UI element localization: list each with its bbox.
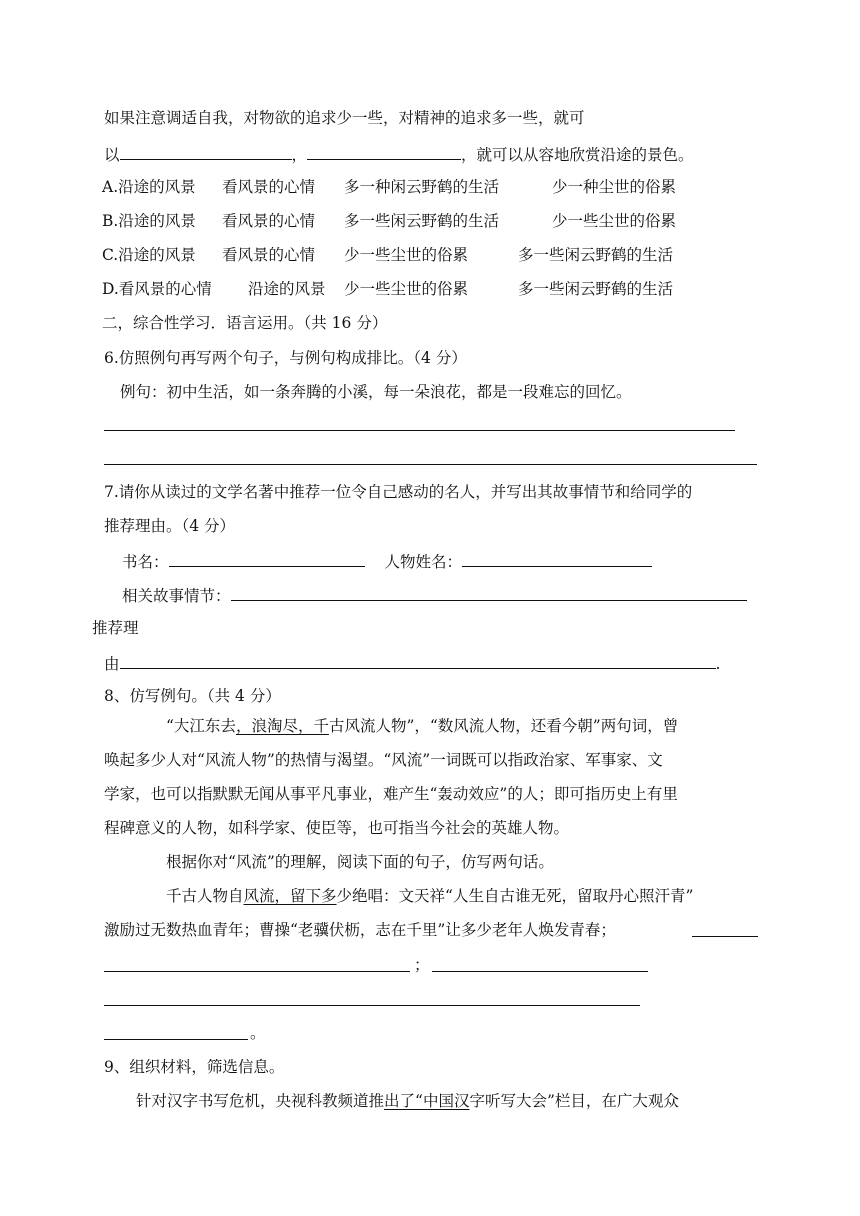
q5-line2-comma: ， [291, 146, 308, 164]
q8-p2: 根据你对“风流”的理解，阅读下面的句子，仿写两句话。 [166, 853, 554, 871]
reason-label-2: 由 [104, 655, 120, 673]
q8-answer-line-d[interactable] [104, 1005, 640, 1006]
book-label: 书名： [122, 553, 169, 571]
q8-end-period: 。 [250, 1024, 266, 1042]
option-c[interactable] [102, 245, 673, 265]
section-2-heading: 二，综合性学习．语言运用。（共 16 分） [102, 314, 388, 332]
plot-blank[interactable] [231, 584, 747, 601]
option-d-part4: 多一些闲云野鹤的生活 [518, 280, 674, 298]
q9-underlined: 出了“中国汉 [384, 1092, 470, 1110]
option-d-part1: D.看风景的心情 [102, 280, 212, 298]
q8-semicolon: ； [414, 956, 430, 974]
reason-end: . [715, 655, 721, 673]
book-name-blank[interactable] [169, 550, 365, 567]
q8-answer-line-a[interactable] [692, 936, 758, 937]
q7-prompt-line2: 推荐理由。（4 分） [104, 517, 236, 535]
option-b[interactable] [102, 211, 676, 231]
q7-reason-label-1: 推荐理 [92, 619, 139, 637]
q8-p3-underlined: 风流，留下多 [243, 887, 337, 905]
option-a-part2: 看风景的心情 [222, 178, 316, 196]
option-d[interactable] [102, 279, 673, 299]
option-a-part1: A.沿途的风景 [102, 178, 196, 196]
q8-p3-text-a: 千古人物自 [166, 887, 244, 905]
q5-line2-suffix: ，就可以从容地欣赏沿途的景色。 [461, 146, 694, 164]
person-label: 人物姓名： [384, 553, 463, 571]
q5-line2 [104, 143, 694, 165]
q8-p1-text-b: 古风流人物”，“数风流人物，还看今朝”两句词，曾 [328, 717, 679, 735]
plot-label: 相关故事情节： [122, 587, 231, 605]
option-a-part3: 多一种闲云野鹤的生活 [344, 178, 500, 196]
option-c-part3: 少一些尘世的俗累 [344, 246, 469, 264]
option-c-part1: C.沿途的风景 [102, 246, 196, 264]
option-a[interactable] [102, 177, 676, 197]
q5-line1: 如果注意调适自我，对物欲的追求少一些，对精神的追求多一些，就可 [104, 109, 585, 127]
q7-prompt-line1: 7.请你从读过的文学名著中推荐一位令自己感动的名人，并写出其故事情节和给同学的 [104, 483, 693, 501]
q7-plot-row [122, 584, 747, 606]
q8-answer-line-b[interactable] [104, 971, 410, 972]
q8-p3-line2: 激励过无数热血青年；曹操“老骥伏枥，志在千里”让多少老年人焕发青春； [104, 921, 616, 939]
option-b-part1: B.沿途的风景 [102, 212, 196, 230]
q8-p1-line3: 学家，也可以指默默无闻从事平凡事业，难产生“轰动效应”的人；即可指历史上有里 [104, 785, 678, 803]
q9-prompt: 9、组织材料，筛选信息。 [104, 1058, 285, 1076]
q5-line2-prefix: 以 [104, 146, 120, 164]
q9-p1 [136, 1091, 679, 1111]
person-name-blank[interactable] [462, 550, 652, 567]
option-c-part4: 多一些闲云野鹤的生活 [518, 246, 674, 264]
q9-text-b: 字听写大会”栏目，在广大观众 [469, 1092, 679, 1110]
q7-reason-row [104, 652, 720, 674]
q8-answer-line-e[interactable] [104, 1039, 248, 1040]
q6-answer-line-1[interactable] [104, 430, 735, 431]
q8-answer-line-c[interactable] [432, 971, 648, 972]
q8-p1-underlined: ，浪淘尽，千 [235, 717, 329, 735]
q8-p1-line1 [166, 716, 678, 736]
q8-p1-line2: 唤起多少人对“风流人物”的热情与渴望。“风流”一词既可以指政治家、军事家、文 [104, 751, 663, 769]
option-b-part3: 多一些闲云野鹤的生活 [344, 212, 500, 230]
option-b-part2: 看风景的心情 [222, 212, 316, 230]
q8-p3-line1 [166, 886, 693, 906]
q8-p3-text-b: 少绝唱：文天祥“人生自古谁无死，留取丹心照汗青” [336, 887, 694, 905]
q8-prompt: 8、仿写例句。（共 4 分） [104, 687, 281, 705]
option-d-part3: 少一些尘世的俗累 [344, 280, 469, 298]
option-c-part2: 看风景的心情 [222, 246, 316, 264]
q5-blank-1[interactable] [120, 143, 292, 160]
reason-blank[interactable] [120, 652, 716, 669]
option-b-part4: 少一些尘世的俗累 [552, 212, 677, 230]
q6-prompt: 6.仿照例句再写两个句子，与例句构成排比。（4 分） [104, 349, 467, 367]
q9-text-a: 针对汉字书写危机，央视科教频道推 [136, 1092, 385, 1110]
q7-book-row [122, 550, 652, 572]
q5-blank-2[interactable] [307, 143, 461, 160]
option-d-part2: 沿途的风景 [248, 280, 326, 298]
q8-p1-line4: 程碑意义的人物，如科学家、使臣等，也可指当今社会的英雄人物。 [104, 819, 570, 837]
q6-answer-line-2[interactable] [104, 464, 757, 465]
q8-p1-text-a: “大江东去 [166, 717, 236, 735]
option-a-part4: 少一种尘世的俗累 [552, 178, 677, 196]
q6-example: 例句：初中生活，如一条奔腾的小溪，每一朵浪花，都是一段难忘的回忆。 [120, 383, 632, 401]
